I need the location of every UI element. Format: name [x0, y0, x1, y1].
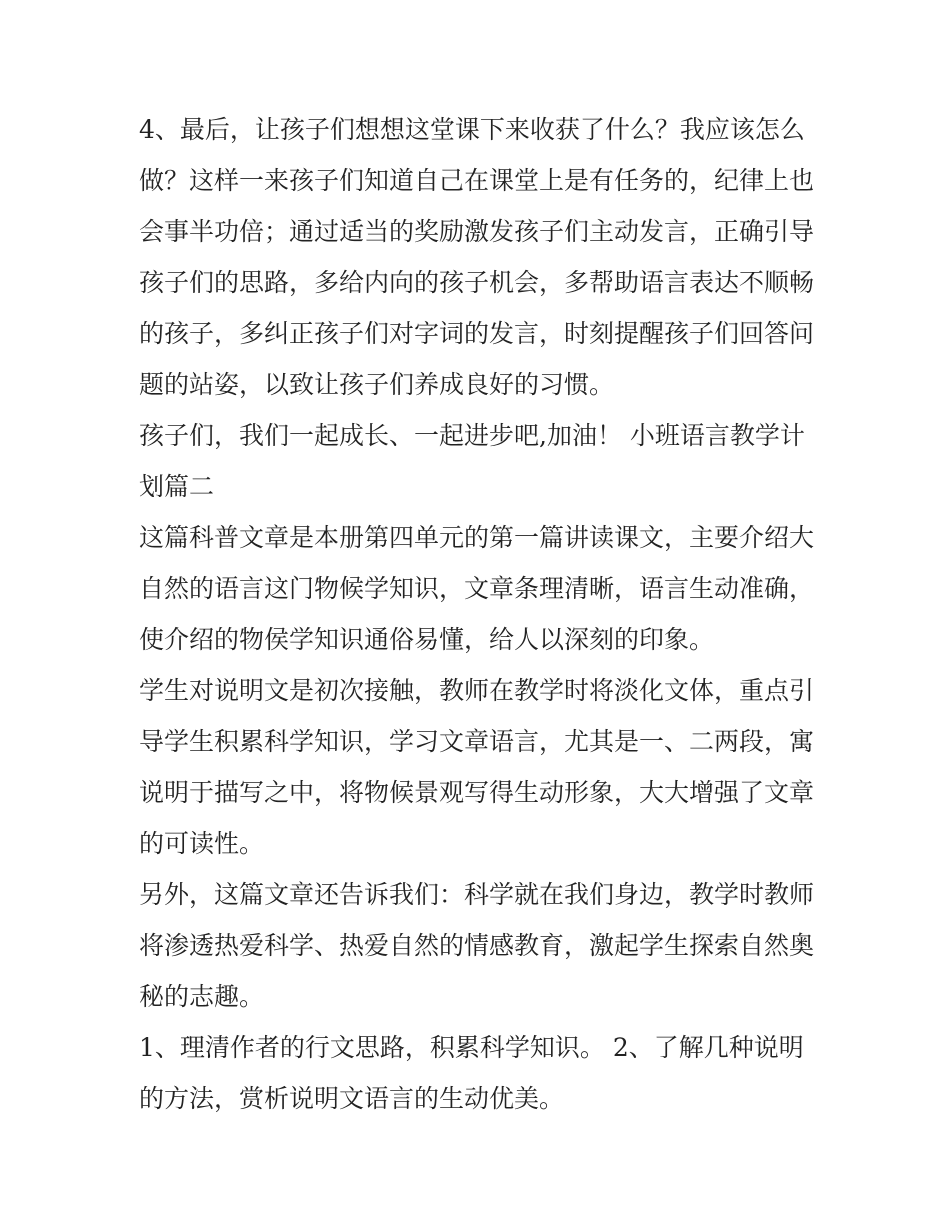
text-line: 的方法，赏析说明文语言的生动优美。 [139, 1084, 565, 1113]
text-line: 题的站姿，以致让孩子们养成良好的习惯。 [139, 370, 615, 399]
text-line: 1、理清作者的行文思路，积累科学知识。 2、了解几种说明 [139, 1033, 804, 1062]
text-line: 将渗透热爱科学、热爱自然的情感教育，激起学生探索自然奥 [139, 931, 815, 960]
text-line: 4、最后，让孩子们想想这堂课下来收获了什么？我应该怎么 [139, 115, 805, 144]
paragraph-classroom-tips [139, 104, 819, 410]
text-line: 孩子们，我们一起成长、一起进步吧,加油！ 小班语言教学计 [139, 421, 805, 450]
text-line: 说明于描写之中，将物候景观写得生动形象，大大增强了文章 [139, 778, 815, 807]
text-line: 导学生积累科学知识，学习文章语言，尤其是一、二两段，寓 [139, 727, 815, 756]
paragraph-objectives [139, 1022, 819, 1124]
text-line: 这篇科普文章是本册第四单元的第一篇讲读课文，主要介绍大 [139, 523, 815, 552]
paragraph-science-education [139, 869, 819, 1022]
text-line: 使介绍的物侯学知识通俗易懂，给人以深刻的印象。 [139, 625, 715, 654]
text-line: 孩子们的思路，多给内向的孩子机会，多帮助语言表达不顺畅 [139, 268, 815, 297]
paragraph-closing-and-heading [139, 410, 819, 512]
text-line: 做？这样一来孩子们知道自己在课堂上是有任务的，纪律上也 [139, 166, 815, 195]
text-line: 秘的志趣。 [139, 982, 265, 1011]
paragraph-teaching-focus [139, 665, 819, 869]
text-line: 学生对说明文是初次接触，教师在教学时将淡化文体，重点引 [139, 676, 815, 705]
text-line: 的可读性。 [139, 829, 265, 858]
paragraph-lesson-intro [139, 512, 819, 665]
text-line: 的孩子，多纠正孩子们对字词的发言，时刻提醒孩子们回答问 [139, 319, 815, 348]
document-body [139, 104, 819, 1124]
text-line: 会事半功倍；通过适当的奖励激发孩子们主动发言，正确引导 [139, 217, 815, 246]
text-line: 另外，这篇文章还告诉我们：科学就在我们身边，教学时教师 [139, 880, 815, 909]
text-line: 自然的语言这门物候学知识，文章条理清晰，语言生动准确， [139, 574, 815, 603]
text-line: 划篇二 [139, 472, 215, 501]
